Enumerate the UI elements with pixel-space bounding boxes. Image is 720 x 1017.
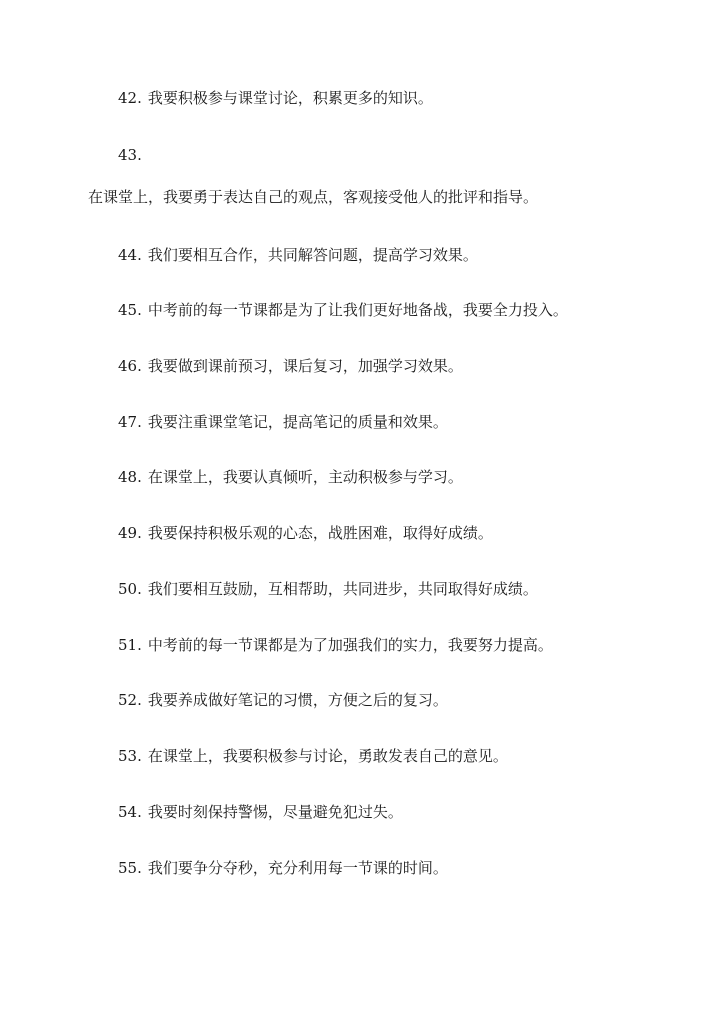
item-text: 在课堂上，我要积极参与讨论，勇敢发表自己的意见。 xyxy=(147,747,508,765)
list-item-52 xyxy=(118,690,448,710)
item-number: 51. xyxy=(118,636,142,654)
item-number: 48. xyxy=(118,468,142,486)
list-item-46 xyxy=(118,356,463,376)
item-text: 我要时刻保持警惕，尽量避免犯过失。 xyxy=(147,803,403,821)
list-item-42 xyxy=(118,88,433,108)
item-text: 我们要争分夺秒，充分利用每一节课的时间。 xyxy=(147,859,448,877)
item-number: 45. xyxy=(118,301,142,319)
list-item-49 xyxy=(118,523,493,543)
list-item-51 xyxy=(118,635,553,655)
item-number: 44. xyxy=(118,246,142,264)
item-number: 42. xyxy=(118,89,142,107)
list-item-44 xyxy=(118,245,478,265)
item-text: 我要保持积极乐观的心态，战胜困难，取得好成绩。 xyxy=(147,524,493,542)
item-text: 我要做到课前预习，课后复习，加强学习效果。 xyxy=(147,357,463,375)
list-item-45 xyxy=(118,300,568,320)
item-number: 52. xyxy=(118,691,142,709)
item-text: 中考前的每一节课都是为了让我们更好地备战，我要全力投入。 xyxy=(147,301,568,319)
list-item-43-continuation xyxy=(88,187,538,207)
item-text: 我要养成做好笔记的习惯，方便之后的复习。 xyxy=(147,691,448,709)
list-item-43 xyxy=(118,145,148,165)
item-text: 在课堂上，我要认真倾听，主动积极参与学习。 xyxy=(147,468,463,486)
item-text: 我要注重课堂笔记，提高笔记的质量和效果。 xyxy=(147,413,448,431)
list-item-55 xyxy=(118,858,448,878)
list-item-54 xyxy=(118,802,403,822)
item-text: 中考前的每一节课都是为了加强我们的实力，我要努力提高。 xyxy=(147,636,553,654)
item-number: 53. xyxy=(118,747,142,765)
item-text: 我要积极参与课堂讨论，积累更多的知识。 xyxy=(147,89,433,107)
item-text: 在课堂上，我要勇于表达自己的观点，客观接受他人的批评和指导。 xyxy=(88,188,539,206)
item-number: 46. xyxy=(118,357,142,375)
item-text: 我们要相互鼓励，互相帮助，共同进步，共同取得好成绩。 xyxy=(147,580,538,598)
item-number: 50. xyxy=(118,580,142,598)
item-number: 54. xyxy=(118,803,142,821)
list-item-50 xyxy=(118,579,538,599)
item-number: 47. xyxy=(118,413,142,431)
list-item-47 xyxy=(118,412,448,432)
list-item-48 xyxy=(118,467,463,487)
item-number: 55. xyxy=(118,859,142,877)
item-number: 43. xyxy=(118,146,142,164)
list-item-53 xyxy=(118,746,508,766)
item-number: 49. xyxy=(118,524,142,542)
item-text: 我们要相互合作，共同解答问题，提高学习效果。 xyxy=(147,246,478,264)
